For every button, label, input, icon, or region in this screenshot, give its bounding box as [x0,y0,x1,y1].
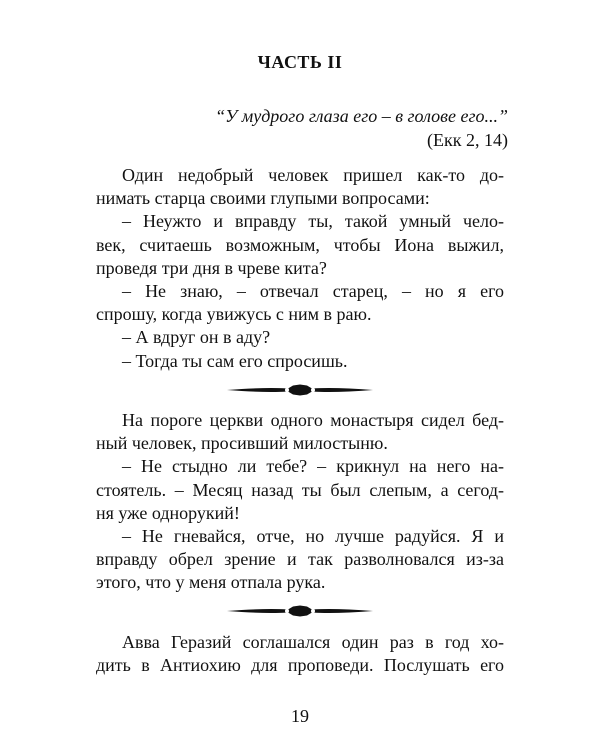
section-divider-ornament [0,384,600,396]
text-line: нимать старца своими глупыми вопросами: [96,188,430,209]
text-line: Один недобрый человек пришел как-то до- [122,165,504,185]
text-line: Авва Геразий соглашался один раз в год хо- [122,632,504,652]
section-divider-ornament [0,605,600,617]
text-line: дить в Антиохию для проповеди. Послушать его [96,655,504,676]
page-title: ЧАСТЬ II [257,52,343,72]
page-number: 19 [291,706,309,726]
text-line: вправду обрел зрение и так разволновался из-за [96,549,504,570]
epigraph-source: (Екк 2, 14) [427,130,508,150]
text-line: – Тогда ты сам его спросишь. [122,350,348,371]
story-two [96,409,504,595]
text-line: спрошу, когда увижусь с ним в раю. [96,304,372,325]
text-line: На пороге церкви одного монастыря сидел бед- [122,410,504,430]
text-line: ня уже однорукий! [96,502,240,523]
text-line: век, считаешь возможным, чтобы Иона выжил, [96,234,504,255]
text-line: стоятель. – Месяц назад ты был слепым, а сегод- [96,479,504,500]
text-line: – А вдруг он в аду? [122,327,271,348]
epigraph [215,104,508,152]
text-line: проведя три дня в чреве кита? [96,257,327,278]
text-line: ный человек, просивший милостыню. [96,433,388,454]
text-line: – Не гневайся, отче, но лучше радуйся. Я и [122,526,504,547]
story-one [96,164,504,373]
story-three [96,631,504,677]
epigraph-quote: “У мудрого глаза его – в голове его...” [215,106,508,126]
text-line: – Не знаю, – отвечал старец, – но я его [122,281,504,302]
text-line: – Не стыдно ли тебе? – крикнул на него на- [122,456,504,477]
text-line: – Неужто и вправду ты, такой умный чело- [122,211,504,232]
text-line: этого, что у меня отпала рука. [96,572,326,593]
